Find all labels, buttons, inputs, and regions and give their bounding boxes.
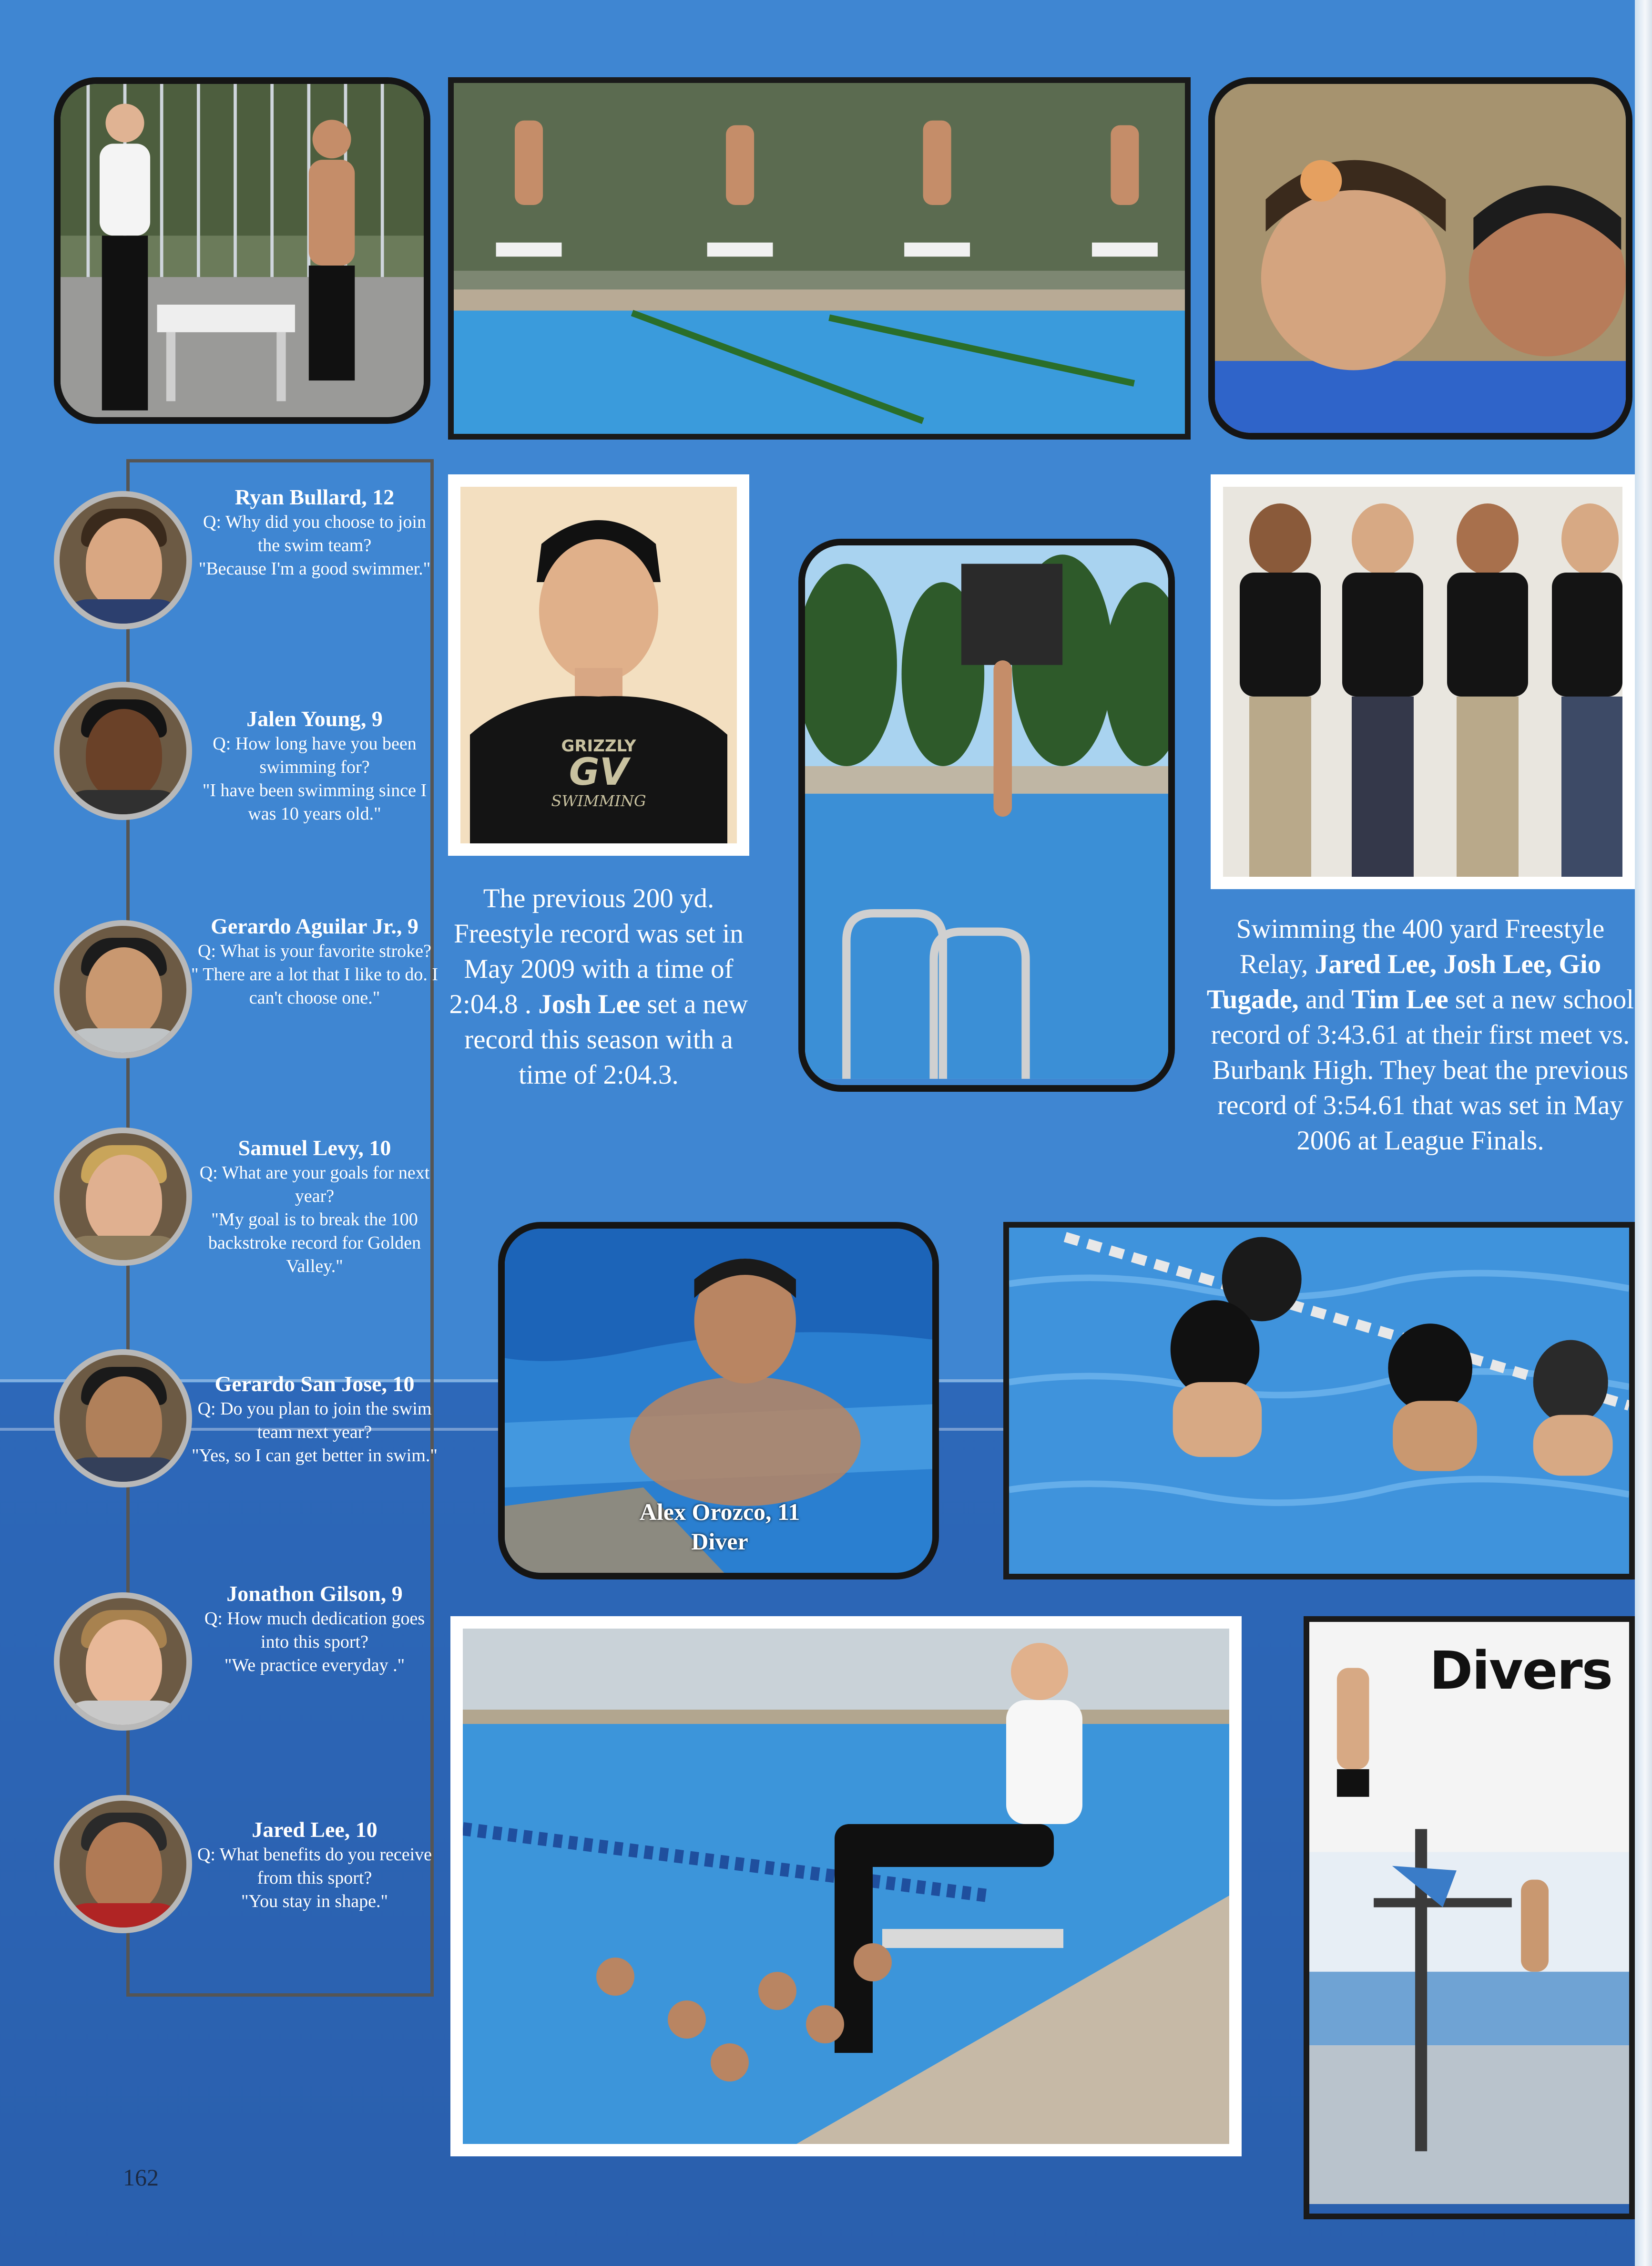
caption-bold-name: Josh Lee <box>538 989 641 1019</box>
caption-400-relay <box>1206 912 1635 1159</box>
photo-art <box>805 545 1168 1079</box>
photo-art <box>1009 1228 1629 1579</box>
quote-name: Ryan Bullard, 12 <box>235 485 395 509</box>
quote-block <box>191 1135 438 1278</box>
caption-text: and <box>1305 984 1345 1015</box>
avatar <box>54 491 192 629</box>
avatar <box>54 1795 192 1933</box>
avatar-face <box>86 1155 162 1245</box>
caption-bold-name: Gio Tugade, <box>1206 949 1601 1015</box>
shirt-sport-text: SWIMMING <box>551 792 646 810</box>
avatar-face <box>86 1620 162 1710</box>
avatar <box>54 1349 192 1487</box>
quote-question: Q: What benefits do you receive from this sport? <box>197 1845 432 1888</box>
caption-200-record <box>448 881 749 1093</box>
quote-question: Q: How long have you been swimming for? <box>213 734 417 777</box>
shirt-team-text: GRIZZLY <box>561 737 636 756</box>
quote-name: Samuel Levy, 10 <box>238 1136 391 1160</box>
quote-name: Gerardo Aguilar Jr., 9 <box>211 914 418 938</box>
avatar <box>54 920 192 1058</box>
photo-swimmers-goggles <box>1208 77 1632 440</box>
quote-name: Jalen Young, 9 <box>246 707 383 731</box>
quote-name: Jonathon Gilson, 9 <box>226 1581 403 1606</box>
avatar <box>54 682 192 820</box>
page-number: 162 <box>123 2164 159 2191</box>
photo-coach-poolside <box>450 1616 1242 2156</box>
photo-divers-board <box>1304 1616 1635 2219</box>
quote-question: Q: How much dedication goes into this sport? <box>204 1609 425 1652</box>
photo-swim-race-pool <box>448 77 1191 440</box>
diver-name: Alex Orozco, 11 <box>639 1498 800 1525</box>
avatar-face <box>86 1376 162 1467</box>
quote-question: Q: What are your goals for next year? <box>199 1163 430 1206</box>
photo-josh-lee-portrait <box>448 474 749 856</box>
caption-text: set a new record this season with a time of 2:04.3. <box>464 989 748 1090</box>
quote-block <box>191 1816 438 1913</box>
quote-answer: "Because I'm a good swimmer." <box>198 559 431 579</box>
quote-question: Q: What is your favorite stroke? <box>198 941 431 961</box>
quote-answer: "My goal is to break the 100 backstroke record for Golden Valley." <box>208 1210 421 1276</box>
photo-art <box>1215 84 1626 435</box>
page-edge <box>1635 0 1652 2266</box>
caption-bold-name: Tim Lee <box>1351 984 1448 1015</box>
avatar <box>54 1592 192 1731</box>
avatar-face <box>86 709 162 800</box>
photo-art <box>1309 1622 1629 2204</box>
quote-name: Jared Lee, 10 <box>252 1817 377 1842</box>
caption-text: Swimming the 400 yard Freestyle Relay, <box>1236 914 1605 979</box>
quote-block <box>191 1371 438 1467</box>
quote-name: Gerardo San Jose, 10 <box>214 1372 415 1396</box>
divers-title: Divers <box>1429 1640 1612 1701</box>
quote-block <box>191 913 438 1010</box>
quote-block <box>191 706 438 826</box>
quote-block <box>191 1580 438 1677</box>
caption-bold-name: Jared Lee, Josh Lee, <box>1315 949 1552 979</box>
photo-art <box>1223 487 1622 877</box>
caption-text: The previous 200 yd. Freestyle record was set in May 2009 with a time of 2:04.8 . <box>449 883 744 1019</box>
avatar-face <box>86 518 162 609</box>
photo-swimmers-in-water <box>1003 1222 1635 1579</box>
photo-art <box>460 487 737 843</box>
avatar-face <box>86 947 162 1038</box>
photo-coach-and-swimmer <box>54 77 430 424</box>
avatar <box>54 1128 192 1266</box>
caption-diver-name <box>593 1497 846 1556</box>
caption-text: set a new school record of 3:43.61 at their first meet vs. Burbank High. They beat the previous record of 3:54.61 that was set in May 2006 at League Finals. <box>1211 984 1634 1156</box>
quote-answer: "I have been swimming since I was 10 years old." <box>202 780 427 824</box>
photo-art <box>61 84 424 418</box>
avatar-face <box>86 1822 162 1913</box>
quote-question: Q: Do you plan to join the swim team next year? <box>197 1399 432 1442</box>
diver-role: Diver <box>691 1528 748 1555</box>
photo-relay-team <box>1211 474 1635 889</box>
quote-answer: " There are a lot that I like to do. I can't choose one." <box>191 964 438 1008</box>
quote-answer: "You stay in shape." <box>241 1891 388 1911</box>
quote-answer: "Yes, so I can get better in swim." <box>192 1446 438 1466</box>
photo-art <box>454 83 1185 440</box>
quote-answer: "We practice everyday ." <box>224 1655 405 1675</box>
photo-diver-mid-dive <box>798 539 1175 1092</box>
quote-block <box>191 484 438 581</box>
photo-art <box>463 1629 1229 2144</box>
quote-question: Q: Why did you choose to join the swim team? <box>203 512 426 555</box>
shirt-letters-text: GV <box>569 751 629 794</box>
